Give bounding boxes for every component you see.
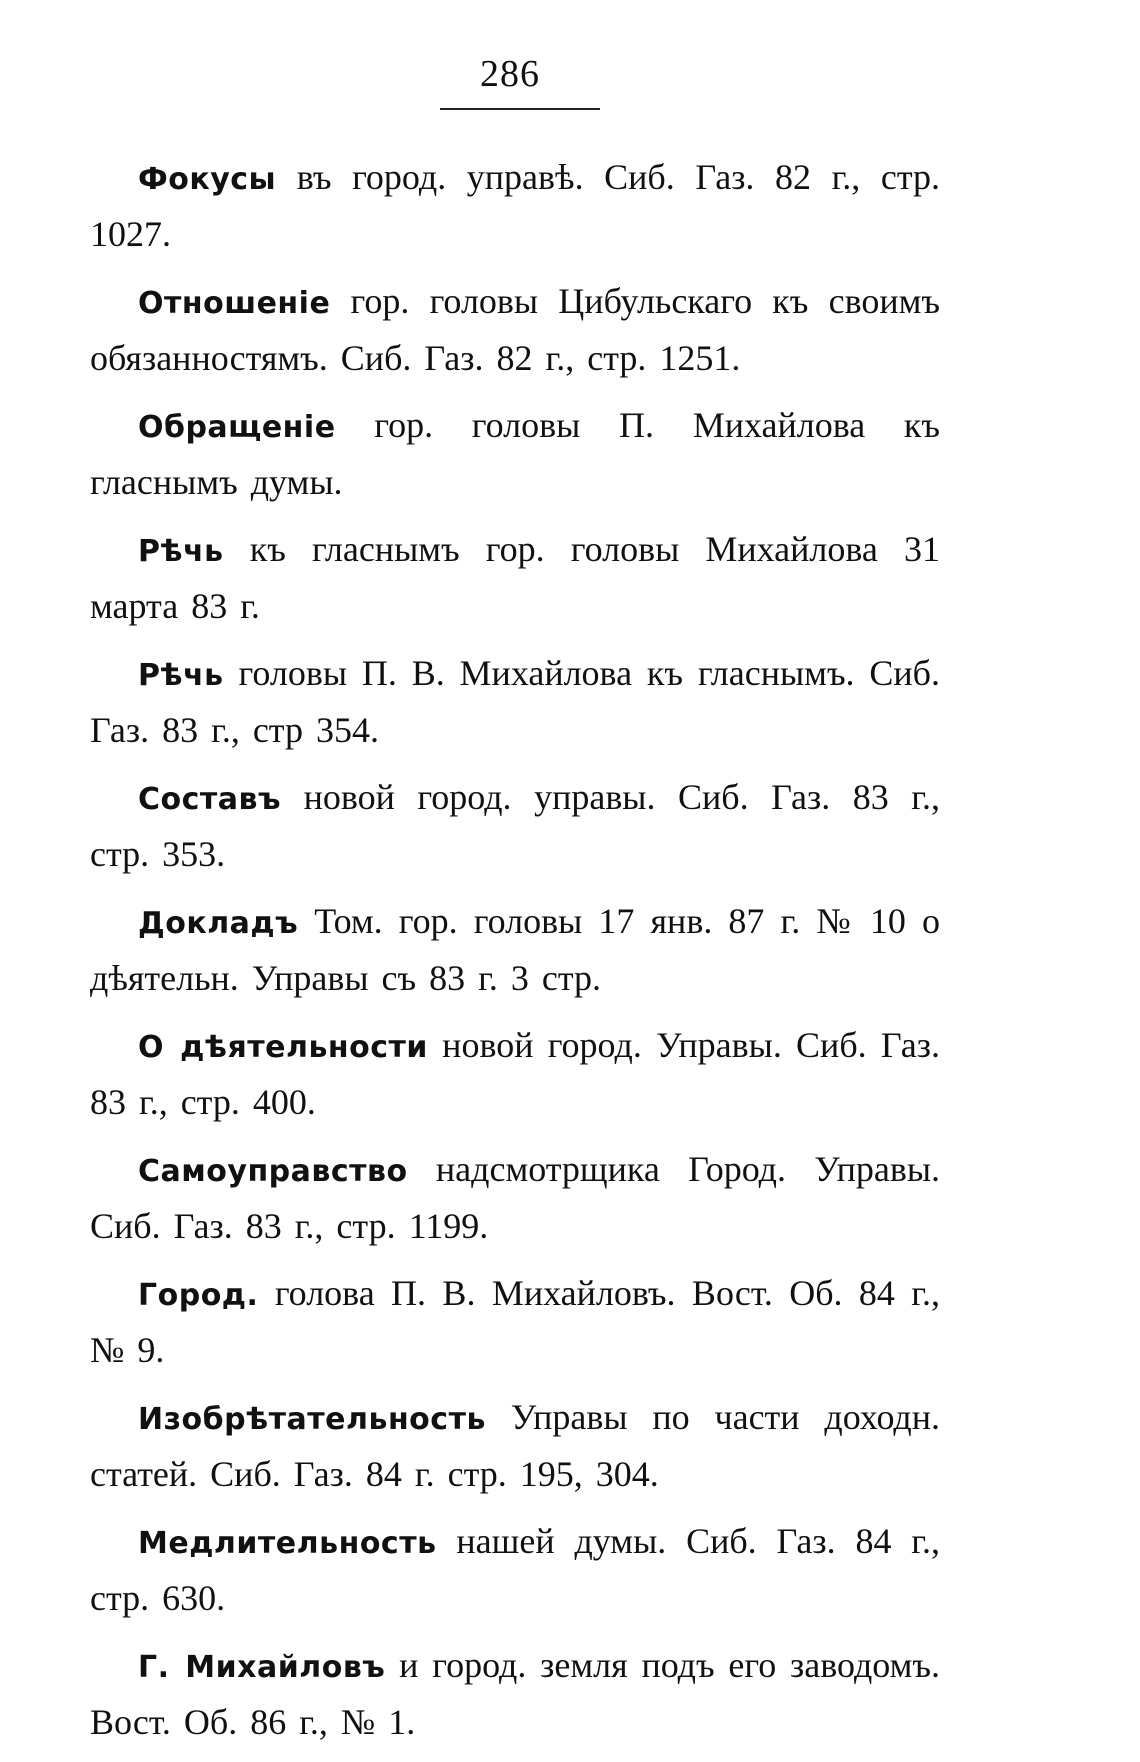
- list-item: [90, 1266, 940, 1378]
- entry-text: голова П. В. Михайловъ. Вост. Об. 84 г., № 9.: [90, 1273, 940, 1370]
- entry-heading: О дѣятельности: [138, 1030, 428, 1065]
- entry-text: въ город. управѣ. Сиб. Газ. 82 г., стр. 1027.: [90, 157, 940, 254]
- entry-text: новой город. управы. Сиб. Газ. 83 г., стр. 353.: [90, 777, 940, 874]
- list-item: [90, 1638, 940, 1750]
- entry-heading: Город.: [138, 1278, 259, 1313]
- list-item: [90, 398, 940, 510]
- entry-text: гор. головы П. Михайлова къ гласнымъ думы.: [90, 405, 940, 502]
- entry-text: къ гласнымъ гор. головы Михайлова 31 марта 83 г.: [90, 529, 940, 626]
- entry-heading: Обращеніе: [138, 410, 336, 445]
- list-item: [90, 1514, 940, 1626]
- entry-heading: Рѣчь: [138, 658, 224, 693]
- entry-text: головы П. В. Михайлова къ гласнымъ. Сиб. Газ. 83 г., стр 354.: [90, 653, 940, 750]
- entry-heading: Рѣчь: [138, 534, 224, 569]
- entry-list: [90, 150, 940, 1762]
- entry-text: гор. головы Цибульскаго къ своимъ обязанностямъ. Сиб. Газ. 82 г., стр. 1251.: [90, 281, 940, 378]
- list-item: [90, 894, 940, 1006]
- header-rule: [440, 108, 600, 110]
- entry-text: Том. гор. головы 17 янв. 87 г. № 10 о дѣятельн. Управы съ 83 г. 3 стр.: [90, 901, 940, 998]
- entry-heading: Медлительность: [138, 1526, 437, 1561]
- entry-text: и город. земля подъ его заводомъ. Вост. Об. 86 г., № 1.: [90, 1645, 940, 1742]
- list-item: [90, 1390, 940, 1502]
- entry-heading: Составъ: [138, 782, 282, 817]
- list-item: [90, 274, 940, 386]
- entry-text: новой город. Управы. Сиб. Газ. 83 г., стр. 400.: [90, 1025, 940, 1122]
- page-number: 286: [480, 53, 540, 95]
- list-item: [90, 770, 940, 882]
- entry-heading: Изобрѣтательность: [138, 1402, 486, 1437]
- entry-heading: Г. Михайловъ: [138, 1650, 386, 1685]
- list-item: [90, 1018, 940, 1130]
- entry-heading: Фокусы: [138, 162, 277, 197]
- entry-text: надсмотрщика Город. Управы. Сиб. Газ. 83 г., стр. 1199.: [90, 1149, 940, 1246]
- entry-heading: Докладъ: [138, 906, 299, 941]
- entry-text: нашей думы. Сиб. Газ. 84 г., стр. 630.: [90, 1521, 940, 1618]
- list-item: [90, 150, 940, 262]
- entry-heading: Отношеніе: [138, 286, 331, 321]
- entry-heading: Самоуправство: [138, 1154, 408, 1189]
- entry-text: Управы по части доходн. статей. Сиб. Газ. 84 г. стр. 195, 304.: [90, 1397, 940, 1494]
- list-item: [90, 1142, 940, 1254]
- list-item: [90, 522, 940, 634]
- list-item: [90, 646, 940, 758]
